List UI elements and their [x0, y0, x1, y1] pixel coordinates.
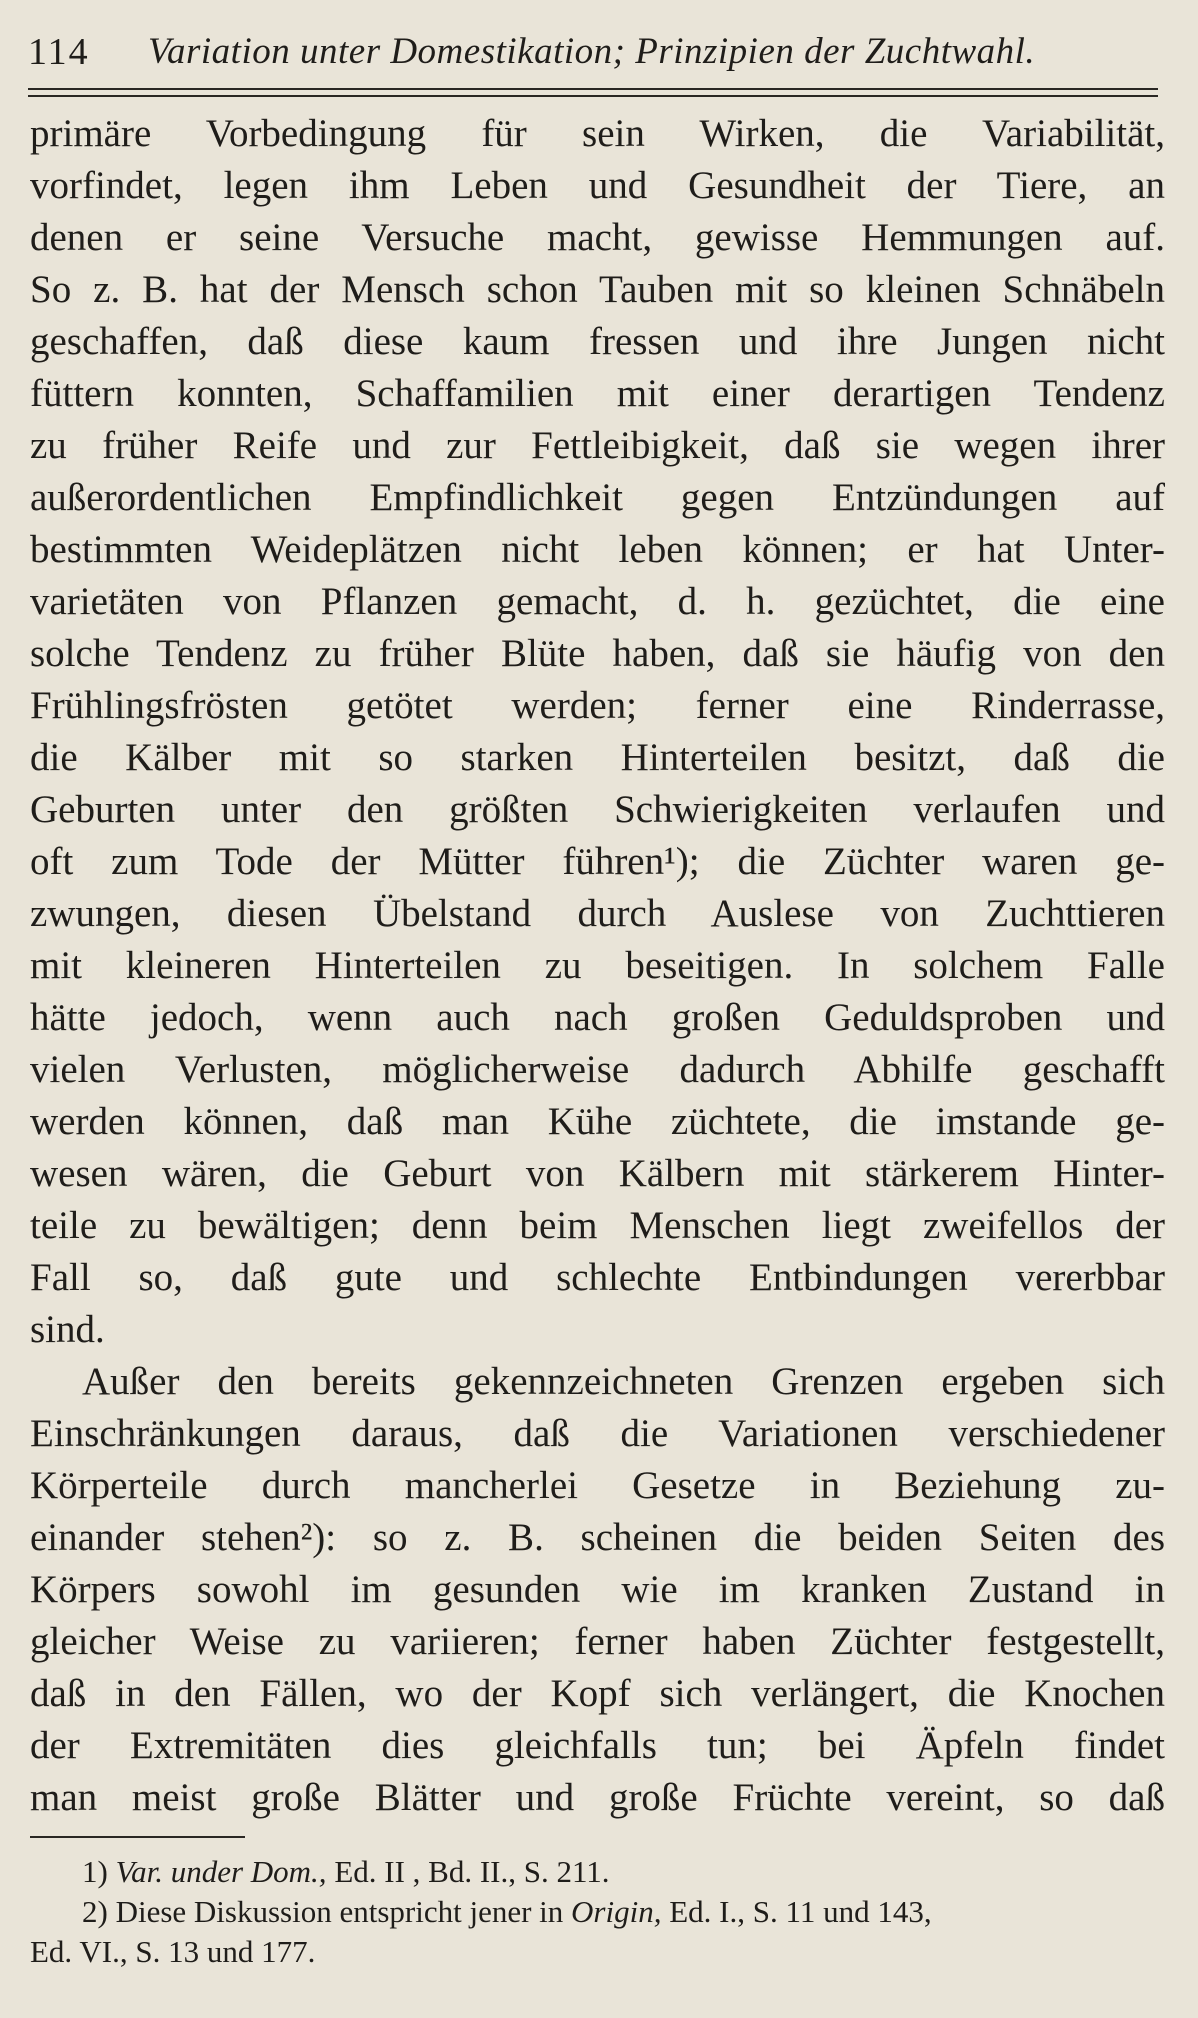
- text-line: Körperteile durch mancherlei Gesetze in Beziehung zu-: [30, 1464, 1165, 1507]
- text-line: einander stehen²): so z. B. scheinen die beiden Seiten des: [30, 1516, 1165, 1559]
- text-line: Körpers sowohl im gesunden wie im kranken Zustand in: [30, 1568, 1165, 1611]
- text-line: So z. B. hat der Mensch schon Tauben mit so kleinen Schnäbeln: [30, 268, 1165, 311]
- text-line: hätte jedoch, wenn auch nach großen Geduldsproben und: [30, 996, 1165, 1039]
- text-line: werden können, daß man Kühe züchtete, die imstande ge-: [30, 1100, 1165, 1143]
- footnote-2-marker: 2): [82, 1894, 108, 1929]
- text-line: Einschränkungen daraus, daß die Variationen verschiedener: [30, 1412, 1165, 1455]
- text-line: solche Tendenz zu früher Blüte haben, daß sie häufig von den: [30, 632, 1165, 675]
- text-line: varietäten von Pflanzen gemacht, d. h. gezüchtet, die eine: [30, 580, 1165, 623]
- running-title: Variation unter Domestikation; Prinzipien der Zuchtwahl.: [148, 31, 1036, 72]
- text-line: Geburten unter den größten Schwierigkeiten verlaufen und: [30, 788, 1165, 831]
- footnote-rule: [30, 1836, 245, 1838]
- text-line: Fall so, daß gute und schlechte Entbindungen vererbbar: [30, 1256, 1165, 1299]
- footnotes: [30, 1852, 1165, 1972]
- text-line: denen er seine Versuche macht, gewisse Hemmungen auf.: [30, 216, 1165, 259]
- footnote-2-continuation: Ed. VI., S. 13 und 177.: [30, 1934, 316, 1969]
- footnote-1-text: Ed. II , Bd. II., S. 211.: [334, 1854, 610, 1889]
- text-line: bestimmten Weideplätzen nicht leben können; er hat Unter-: [30, 528, 1165, 571]
- footnote-1-marker: 1): [82, 1854, 108, 1889]
- text-line: daß in den Fällen, wo der Kopf sich verlängert, die Knochen: [30, 1672, 1165, 1715]
- text-line: teile zu bewältigen; denn beim Menschen liegt zweifellos der: [30, 1204, 1165, 1247]
- footnote-1-title: Var. under Dom.,: [115, 1854, 327, 1889]
- text-line: man meist große Blätter und große Früchte vereint, so daß: [30, 1776, 1165, 1819]
- text-line: außerordentlichen Empfindlichkeit gegen Entzündungen auf: [30, 476, 1165, 519]
- header-rule-top: [28, 88, 1158, 90]
- paragraph-end-line: sind.: [30, 1308, 105, 1351]
- footnote-2-title: Origin,: [571, 1894, 662, 1929]
- body-text: [30, 108, 1165, 1824]
- footnote-2-text: Diese Diskussion entspricht jener in: [115, 1894, 564, 1929]
- text-line: Frühlingsfrösten getötet werden; ferner eine Rinderrasse,: [30, 684, 1165, 727]
- text-line: gleicher Weise zu variieren; ferner haben Züchter festgestellt,: [30, 1620, 1165, 1663]
- text-line: zu früher Reife und zur Fettleibigkeit, daß sie wegen ihrer: [30, 424, 1165, 467]
- footnote-2-text-end: Ed. I., S. 11 und 143,: [669, 1894, 932, 1929]
- running-head: [28, 22, 1168, 82]
- header-rule-bottom: [28, 95, 1158, 97]
- footnote-1: [30, 1852, 1165, 1892]
- text-line: der Extremitäten dies gleichfalls tun; bei Äpfeln findet: [30, 1724, 1165, 1767]
- text-line: geschaffen, daß diese kaum fressen und ihre Jungen nicht: [30, 320, 1165, 363]
- text-line: mit kleineren Hinterteilen zu beseitigen. In solchem Falle: [30, 944, 1165, 987]
- text-line: vielen Verlusten, möglicherweise dadurch Abhilfe geschafft: [30, 1048, 1165, 1091]
- text-line: vorfindet, legen ihm Leben und Gesundheit der Tiere, an: [30, 164, 1165, 207]
- paragraph-start-line: Außer den bereits gekennzeichneten Grenzen ergeben sich: [82, 1360, 1165, 1403]
- text-line: die Kälber mit so starken Hinterteilen besitzt, daß die: [30, 736, 1165, 779]
- text-line: primäre Vorbedingung für sein Wirken, die Variabilität,: [30, 112, 1165, 155]
- text-line: oft zum Tode der Mütter führen¹); die Züchter waren ge-: [30, 840, 1165, 883]
- text-line: füttern konnten, Schaffamilien mit einer derartigen Tendenz: [30, 372, 1165, 415]
- text-line: wesen wären, die Geburt von Kälbern mit stärkerem Hinter-: [30, 1152, 1165, 1195]
- page-number: 114: [28, 31, 90, 73]
- footnote-2: [30, 1892, 1165, 1932]
- text-line: zwungen, diesen Übelstand durch Auslese von Zuchttieren: [30, 892, 1165, 935]
